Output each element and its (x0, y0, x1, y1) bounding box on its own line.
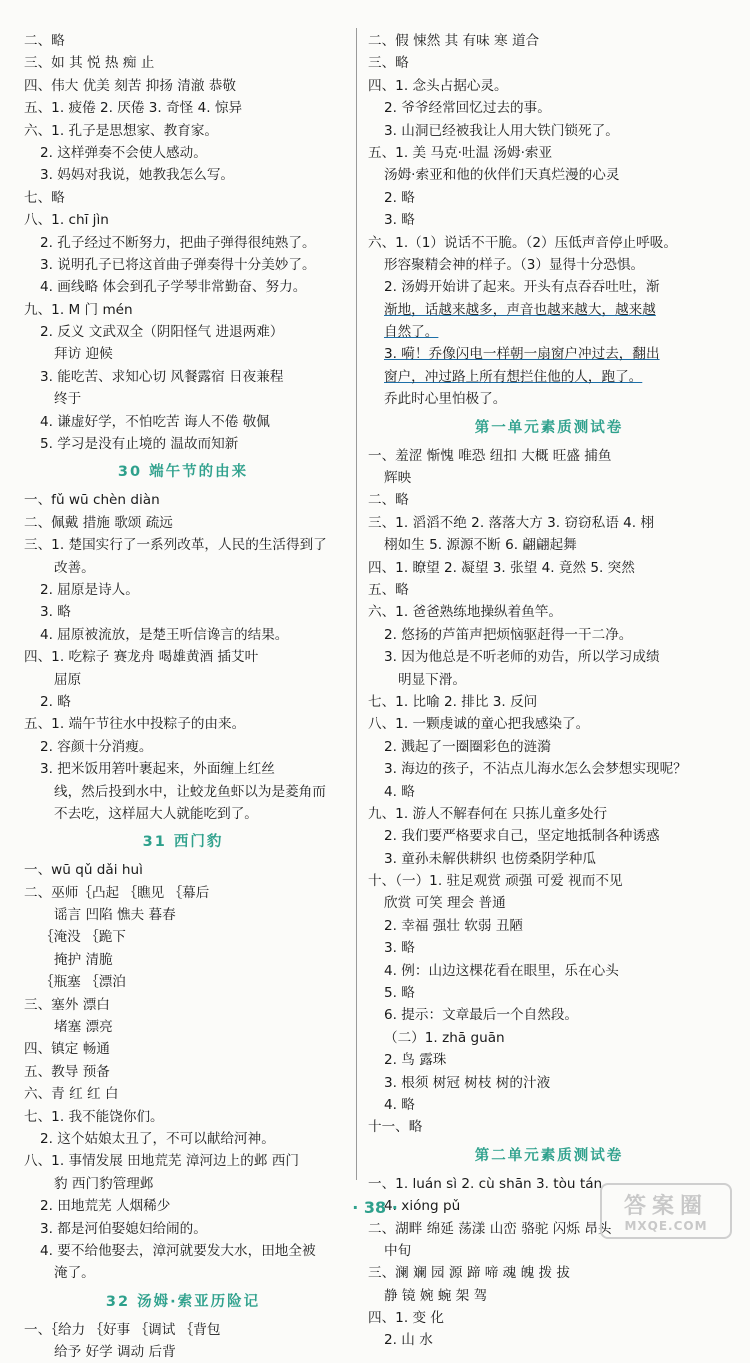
answer-line: 九、1. M 门 mén (24, 301, 133, 318)
answer-line: 淹了。 (54, 1265, 95, 1282)
answer-line: 自然了。 (384, 324, 439, 341)
answer-line: 六、1. 爸爸熟练地操纵着鱼竿。 (368, 604, 563, 621)
answer-line: 2. 爷爷经常回忆过去的事。 (384, 100, 551, 117)
answer-line: 2. 屈原是诗人。 (40, 581, 139, 598)
answer-line: 3. 都是河伯娶媳妇给闹的。 (40, 1220, 207, 1237)
answer-line: 豹 西门豹管理邺 (54, 1175, 154, 1192)
watermark-site: MXQE.COM (624, 1219, 708, 1233)
answer-line: 一、羞涩 惭愧 唯恐 纽扣 大概 旺盛 捕鱼 (368, 447, 612, 464)
answer-line: 4. 要不给他娶去，漳河就要发大水，田地全被 (40, 1242, 316, 1259)
answer-line: 五、1. 美 马克·吐温 汤姆·索亚 (368, 144, 553, 161)
answer-line: 2. 这个姑娘太丑了，不可以献给河神。 (40, 1130, 275, 1147)
answer-line: 欣赏 可笑 理会 普通 (384, 895, 506, 912)
answer-line: 八、1. chī jìn (24, 212, 109, 229)
answer-line: 不去吃，这样屈大人就能吃到了。 (54, 805, 258, 822)
answer-line: 五、1. 端午节往水中投粽子的由来。 (24, 716, 246, 733)
answer-line: 形容聚精会神的样子。（3）显得十分恐惧。 (384, 256, 645, 273)
answer-line: 3. 海边的孩子，不沾点儿海水怎么会梦想实现呢？ (384, 761, 687, 778)
answer-line: 二、佩戴 措施 歌颂 疏远 (24, 514, 173, 531)
answer-line: 2. 幸福 强壮 软弱 丑陋 (384, 917, 524, 934)
answer-line: 2. 山 水 (384, 1332, 433, 1349)
answer-line: 三、1. 楚国实行了一系列改革，人民的生活得到了 (24, 537, 327, 554)
answer-line: 三、1. 滔滔不绝 2. 落落大方 3. 窃窃私语 4. 栩 (368, 514, 655, 531)
answer-line: ｛淹没 ｛跪下 (40, 929, 126, 946)
answer-line: 4. 画线略 体会到孔子学琴非常勤奋、努力。 (40, 279, 307, 296)
answer-line: 五、1. 疲倦 2. 厌倦 3. 奇怪 4. 惊异 (24, 100, 243, 117)
answer-line: 3. 嗬！乔像闪电一样朝一扇窗户冲过去，翻出 (384, 346, 660, 363)
section-heading: 30 端午节的由来 (117, 464, 249, 481)
answer-line: 6. 提示：文章最后一个自然段。 (384, 1007, 579, 1024)
answer-line: 明显下滑。 (398, 671, 466, 688)
column-divider (356, 28, 357, 1180)
answer-line: 2. 我们要严格要求自己，坚定地抵制各种诱惑 (384, 828, 660, 845)
answer-line: 一、fǔ wū chèn diàn (24, 492, 160, 509)
answer-line: 二、假 悚然 其 有味 寒 道合 (368, 33, 540, 49)
right-column (368, 30, 730, 1352)
answer-line: 一、wū qǔ dǎi huì (24, 862, 143, 879)
answer-line: 二、湖畔 绵延 荡漾 山峦 骆驼 闪烁 昂头 (368, 1220, 612, 1237)
answer-line: 八、1. 事情发展 田地荒芜 漳河边上的邺 西门 (24, 1153, 299, 1170)
answer-line: 2. 这样弹奏不会使人感动。 (40, 144, 207, 161)
answer-line: 2. 田地荒芜 人烟稀少 (40, 1198, 171, 1215)
answer-line: 汤姆·索亚和他的伙伴们天真烂漫的心灵 (384, 167, 620, 184)
answer-line: 2. 容颜十分消瘦。 (40, 738, 153, 755)
answer-line: 改善。 (54, 559, 95, 576)
answer-line: 谣言 凹陷 憔夫 暮春 (54, 907, 176, 924)
answer-line: 4. 例：山边这棵花看在眼里，乐在心头 (384, 962, 619, 979)
answer-line: 十一、略 (368, 1119, 423, 1136)
answer-line: 四、伟大 优美 刻苦 抑扬 清澈 恭敬 (24, 77, 236, 94)
answer-line: 线，然后投到水中，让蛟龙鱼虾以为是菱角而 (54, 783, 326, 800)
answer-line: 四、1. 瞭望 2. 凝望 3. 张望 4. 竟然 5. 突然 (368, 559, 635, 576)
left-column (24, 30, 342, 1363)
section-heading: 第二单元素质测试卷 (474, 1147, 624, 1164)
answer-line: 二、巫师｛凸起 ｛瞧见 ｛幕后 (24, 884, 210, 901)
answer-line: 2. 略 (40, 693, 71, 710)
answer-line: 拜访 迎候 (54, 346, 113, 363)
answer-line: 四、1. 变 化 (368, 1310, 444, 1327)
answer-line: ｛瓶塞 ｛漂泊 (40, 974, 126, 991)
section-heading: 第一单元素质测试卷 (474, 419, 624, 436)
answer-line: 4. xióng pǔ (384, 1198, 461, 1215)
answer-line: 静 镜 婉 蜿 架 驾 (384, 1287, 488, 1304)
answer-line: 4. 屈原被流放，是楚王听信谗言的结果。 (40, 626, 289, 643)
answer-line: 3. 把米饭用箬叶裹起来，外面缠上红丝 (40, 761, 275, 778)
answer-line: 九、1. 游人不解春何在 只拣儿童多处行 (368, 805, 608, 822)
answer-line: 3. 妈妈对我说，她教我怎么写。 (40, 167, 235, 184)
answer-line: （二）1. zhā guān (384, 1029, 505, 1046)
answer-line: 三、略 (368, 55, 409, 72)
answer-line: 3. 山洞已经被我让人用大铁门锁死了。 (384, 122, 619, 139)
answer-line: 七、1. 比喻 2. 排比 3. 反问 (368, 693, 538, 710)
answer-line: 六、1.（1）说话不干脆。（2）压低声音停止呼吸。 (368, 234, 677, 251)
answer-line: 2. 溅起了一圈圈彩色的涟漪 (384, 738, 551, 755)
watermark-mark: 答案圈 (623, 1194, 708, 1219)
answer-line: 三、如 其 悦 热 痴 止 (24, 55, 155, 72)
answer-line: 七、1. 我不能饶你们。 (24, 1108, 164, 1125)
watermark-logo (600, 1183, 732, 1239)
answer-line: 四、1. 念头占据心灵。 (368, 77, 508, 94)
answer-line: 五、教导 预备 (24, 1063, 110, 1080)
answer-line: 渐地，话越来越多，声音也越来越大，越来越 (384, 301, 656, 318)
answer-line: 六、青 红 红 白 (24, 1086, 119, 1103)
section-heading: 31 西门豹 (142, 834, 224, 851)
answer-line: 4. 谦虚好学，不怕吃苦 诲人不倦 敬佩 (40, 413, 270, 430)
answer-line: 3. 略 (384, 940, 415, 957)
answer-line: 2. 悠扬的芦笛声把烦恼驱赶得一干二净。 (384, 626, 633, 643)
answer-line: 3. 能吃苦、求知心切 风餐露宿 日夜兼程 (40, 368, 284, 385)
answer-line: 四、镇定 畅通 (24, 1041, 110, 1058)
answer-line: 4. 略 (384, 1096, 415, 1113)
answer-line: 2. 汤姆开始讲了起来。开头有点吞吞吐吐，渐 (384, 279, 660, 296)
answer-line: 三、塞外 漂白 (24, 996, 110, 1013)
answer-line: 3. 说明孔子已将这首曲子弹奏得十分美妙了。 (40, 256, 316, 273)
answer-line: 3. 因为他总是不听老师的劝告，所以学习成绩 (384, 649, 660, 666)
answer-line: 3. 根须 树冠 树枝 树的汁液 (384, 1074, 551, 1091)
answer-line: 2. 鸟 露珠 (384, 1052, 447, 1069)
answer-line: 七、略 (24, 189, 65, 206)
answer-line: 辉映 (384, 470, 412, 487)
answer-line: 2. 孔子经过不断努力，把曲子弹得很纯熟了。 (40, 234, 316, 251)
answer-line: 3. 童孙未解供耕织 也傍桑阴学种瓜 (384, 850, 596, 867)
answer-line: 中旬 (384, 1242, 412, 1259)
answer-line: 四、1. 吃粽子 赛龙舟 喝雄黄酒 插艾叶 (24, 649, 259, 666)
answer-line: 3. 略 (40, 604, 71, 621)
answer-line: 屈原 (54, 671, 82, 688)
answer-line: 给予 好学 调动 后背 (54, 1344, 176, 1361)
answer-line: 十、（一）1. 驻足观赏 顽强 可爱 视而不见 (368, 873, 623, 890)
answer-line: 堵塞 漂亮 (54, 1019, 113, 1036)
answer-line: 一、1. luán sì 2. cù shān 3. tòu tán (368, 1175, 603, 1192)
answer-line: 2. 略 (384, 189, 415, 206)
answer-line: 三、澜 斓 园 源 蹄 啼 魂 魄 拨 拔 (368, 1265, 571, 1282)
answer-line: 3. 略 (384, 212, 415, 229)
answer-line: 六、1. 孔子是思想家、教育家。 (24, 122, 219, 139)
page-number: · 38 · (352, 1198, 398, 1217)
answer-line: 一、｛给力 ｛好事 ｛调试 ｛背包 (24, 1321, 221, 1338)
answer-line: 4. 略 (384, 783, 415, 800)
answer-line: 二、略 (368, 492, 409, 509)
answer-line: 栩如生 5. 源源不断 6. 翩翩起舞 (384, 537, 577, 554)
answer-line: 5. 学习是没有止境的 温故而知新 (40, 436, 239, 453)
section-heading: 32 汤姆·索亚历险记 (105, 1293, 261, 1310)
answer-line: 掩护 清脆 (54, 951, 113, 968)
answer-line: 二、略 (24, 33, 65, 49)
answer-line: 五、略 (368, 581, 409, 598)
answer-line: 乔此时心里怕极了。 (384, 391, 507, 408)
answer-line: 终于 (54, 391, 82, 408)
answer-line: 5. 略 (384, 985, 415, 1002)
answer-line: 窗户，冲过路上所有想拦住他的人，跑了。 (384, 368, 643, 385)
answer-line: 2. 反义 文武双全（阴阳怪气 进退两难） (40, 324, 284, 341)
answer-line: 八、1. 一颗虔诚的童心把我感染了。 (368, 716, 590, 733)
